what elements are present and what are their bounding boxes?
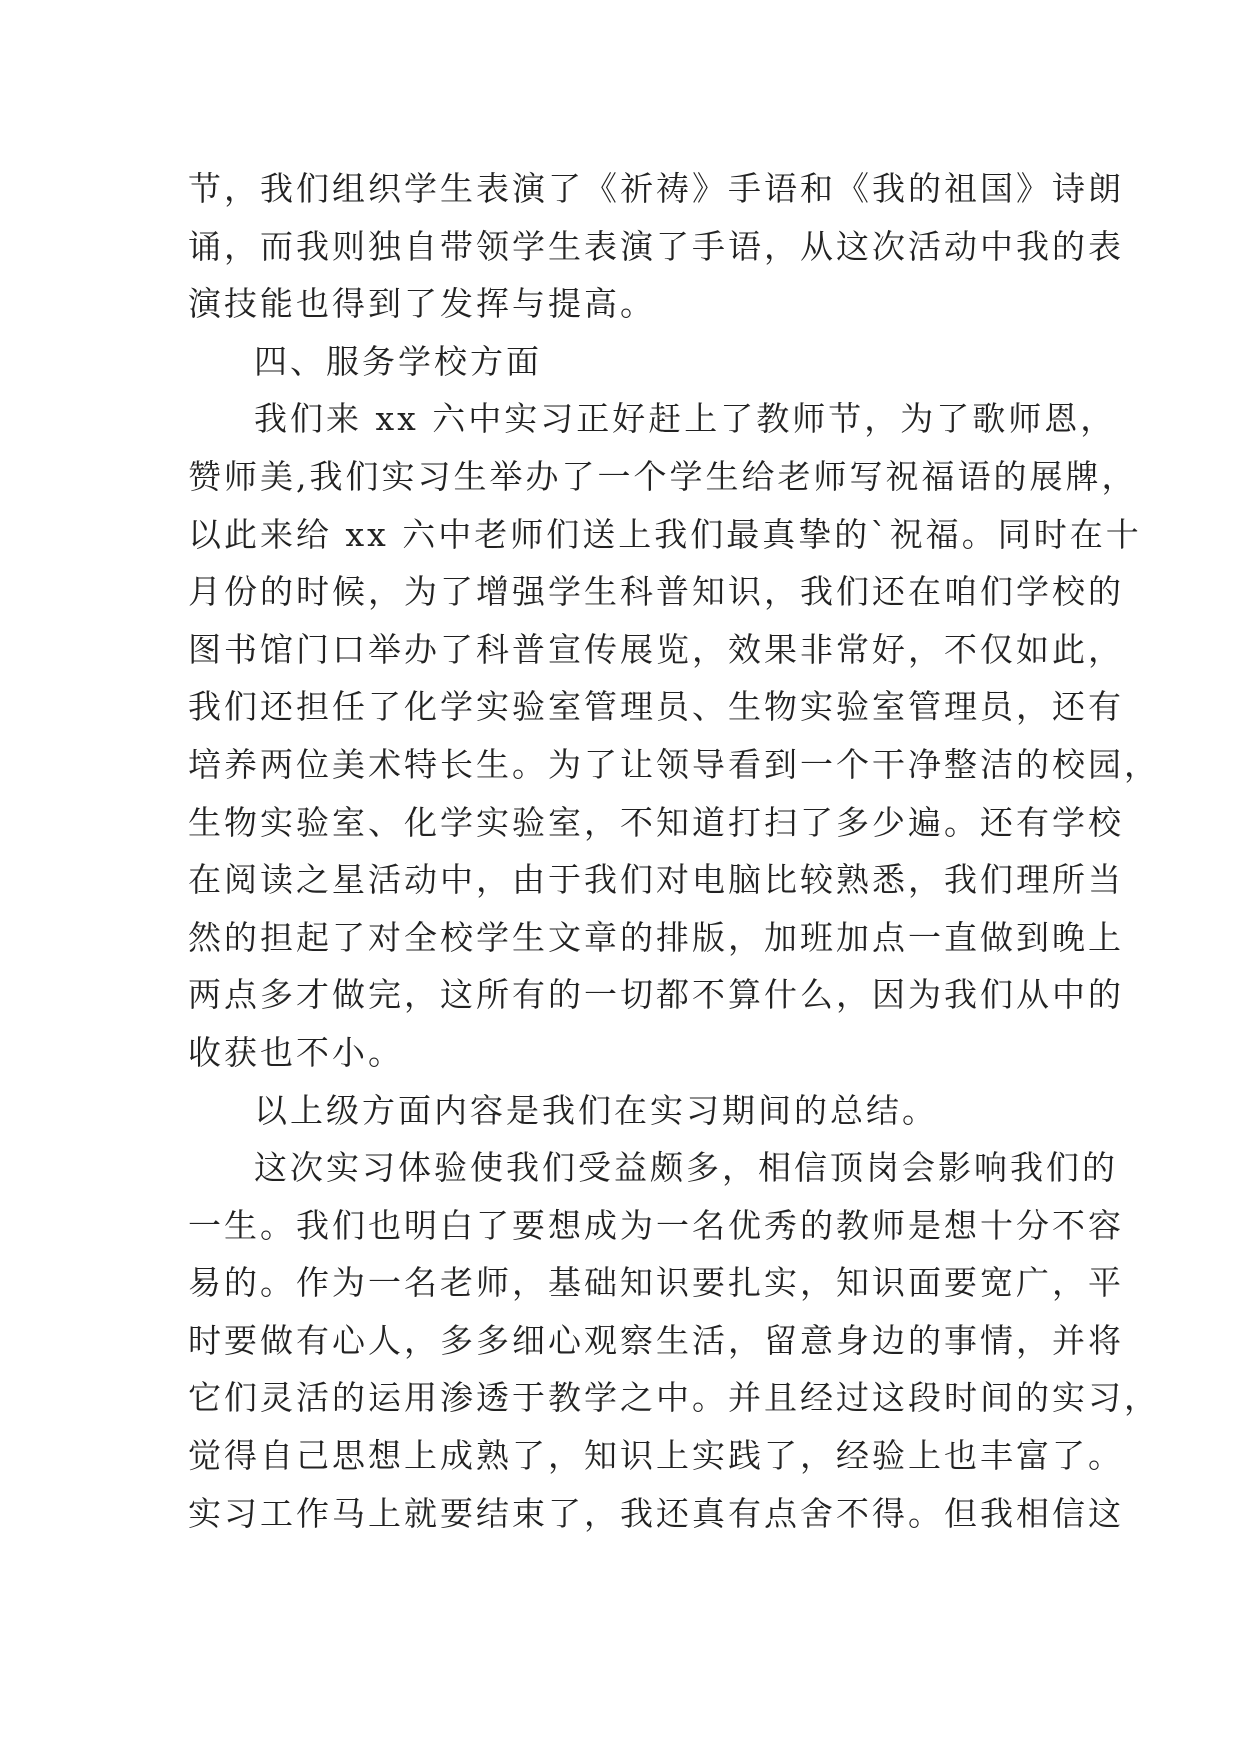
text-line: 演技能也得到了发挥与提高。 bbox=[188, 284, 656, 324]
text-line: 我们还担任了化学实验室管理员、生物实验室管理员，还有 bbox=[188, 687, 1124, 727]
text-line: 培养两位美术特长生。为了让领导看到一个干净整洁的校园， bbox=[188, 744, 1160, 784]
document-body bbox=[188, 160, 1160, 1542]
text-line: 以上级方面内容是我们在实习期间的总结。 bbox=[254, 1090, 938, 1130]
text-line: 觉得自己思想上成熟了，知识上实践了，经验上也丰富了。 bbox=[188, 1436, 1124, 1476]
text-line: 它们灵活的运用渗透于教学之中。并且经过这段时间的实习， bbox=[188, 1378, 1160, 1418]
text-line: 诵，而我则独自带领学生表演了手语，从这次活动中我的表 bbox=[188, 226, 1124, 266]
text-line: 我们来 xx 六中实习正好赶上了教师节，为了歌师恩， bbox=[254, 399, 1117, 439]
text-line: 赞师美,我们实习生举办了一个学生给老师写祝福语的展牌， bbox=[188, 456, 1138, 496]
text-line: 易的。作为一名老师，基础知识要扎实，知识面要宽广，平 bbox=[188, 1263, 1124, 1303]
section-heading: 四、服务学校方面 bbox=[254, 341, 542, 381]
text-line: 月份的时候，为了增强学生科普知识，我们还在咱们学校的 bbox=[188, 572, 1124, 612]
text-line: 这次实习体验使我们受益颇多，相信顶岗会影响我们的 bbox=[254, 1148, 1118, 1188]
text-line: 图书馆门口举办了科普宣传展览，效果非常好，不仅如此， bbox=[188, 629, 1124, 669]
text-line: 节，我们组织学生表演了《祈祷》手语和《我的祖国》诗朗 bbox=[188, 169, 1124, 208]
text-line: 生物实验室、化学实验室，不知道打扫了多少遍。还有学校 bbox=[188, 802, 1124, 842]
text-line: 在阅读之星活动中，由于我们对电脑比较熟悉，我们理所当 bbox=[188, 860, 1124, 900]
text-line: 实习工作马上就要结束了，我还真有点舍不得。但我相信这 bbox=[188, 1493, 1124, 1533]
text-line: 时要做有心人，多多细心观察生活，留意身边的事情，并将 bbox=[188, 1320, 1124, 1360]
text-line: 以此来给 xx 六中老师们送上我们最真挚的`祝福。同时在十 bbox=[188, 514, 1142, 554]
text-line: 两点多才做完，这所有的一切都不算什么，因为我们从中的 bbox=[188, 975, 1124, 1015]
text-line: 一生。我们也明白了要想成为一名优秀的教师是想十分不容 bbox=[188, 1205, 1124, 1245]
text-line: 收获也不小。 bbox=[188, 1032, 404, 1072]
text-line: 然的担起了对全校学生文章的排版，加班加点一直做到晚上 bbox=[188, 917, 1124, 957]
